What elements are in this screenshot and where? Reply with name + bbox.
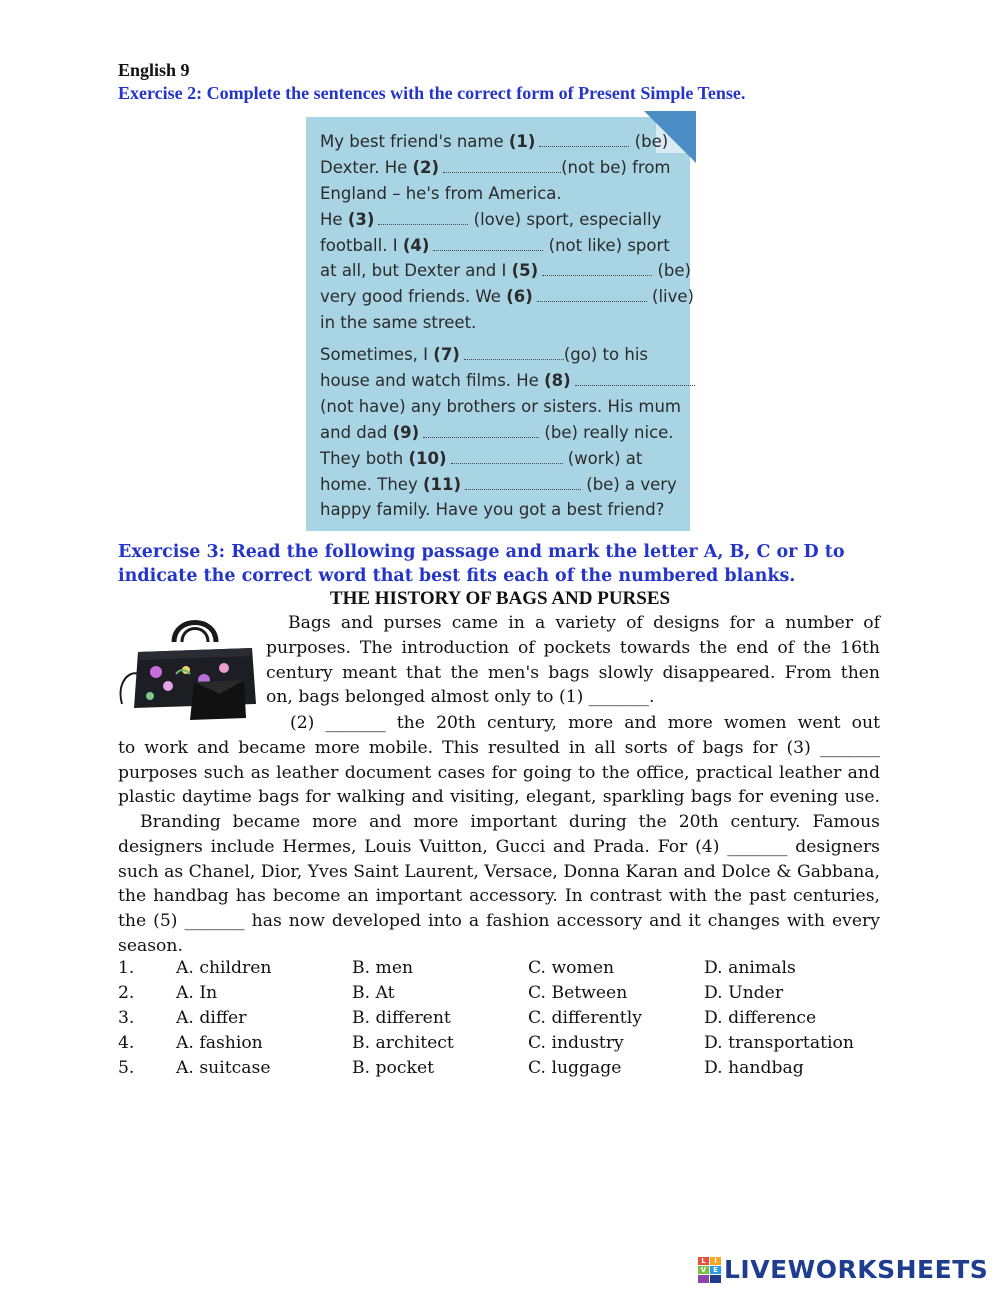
subject-heading: English 9 bbox=[118, 60, 190, 80]
option-d[interactable]: D. Under bbox=[704, 983, 784, 1003]
line-text: (live) bbox=[646, 287, 694, 307]
line-text: Sometimes, I bbox=[320, 345, 434, 365]
logo-tile: I bbox=[710, 1257, 721, 1265]
option-d[interactable]: D. animals bbox=[704, 958, 796, 978]
logo-mark-icon bbox=[698, 1257, 720, 1281]
option-d[interactable]: D. handbag bbox=[704, 1058, 804, 1078]
option-row bbox=[118, 983, 888, 1008]
passage-line: on, bags belonged almost only to (1) _______. bbox=[266, 687, 655, 708]
exercise3-title: Exercise 3: Read the following passage and mark the letter A, B, C or D to indicate the correct word that best fits each of the numbered blanks. bbox=[118, 542, 845, 586]
question-number: 2. bbox=[118, 983, 135, 1003]
option-row bbox=[118, 1058, 888, 1083]
passage-paragraph-2 bbox=[118, 711, 880, 810]
exercise2-line bbox=[320, 155, 680, 181]
passage-line: century meant that the men's bags slowly disappeared. From then bbox=[266, 662, 880, 683]
line-text: (work) at bbox=[562, 448, 643, 468]
exercise2-line bbox=[320, 497, 680, 523]
answer-blank[interactable] bbox=[378, 210, 468, 225]
line-text: (be) bbox=[629, 132, 669, 151]
answer-blank[interactable] bbox=[539, 132, 629, 147]
logo-wordmark: LIVEWORKSHEETS bbox=[724, 1254, 989, 1284]
option-row bbox=[118, 1033, 888, 1058]
line-text: very good friends. We bbox=[320, 287, 507, 307]
option-a[interactable]: A. suitcase bbox=[176, 1058, 271, 1078]
exercise2-line bbox=[320, 258, 691, 284]
option-a[interactable]: A. children bbox=[176, 958, 272, 978]
option-b[interactable]: B. At bbox=[352, 983, 395, 1003]
option-b[interactable]: B. architect bbox=[352, 1033, 454, 1053]
option-c[interactable]: C. industry bbox=[528, 1033, 624, 1053]
option-c[interactable]: C. women bbox=[528, 958, 615, 978]
answer-blank[interactable] bbox=[537, 287, 647, 302]
exercise2-text bbox=[320, 129, 694, 523]
logo-tile: V bbox=[698, 1266, 709, 1274]
exercise2-title: Exercise 2: Complete the sentences with the correct form of Present Simple Tense. bbox=[118, 83, 746, 103]
line-text: in the same street. bbox=[320, 313, 477, 333]
line-text: (not like) sport bbox=[543, 235, 670, 255]
exercise2-line bbox=[320, 310, 680, 336]
line-text: home. They bbox=[320, 474, 423, 494]
line-text: Dexter. He bbox=[320, 157, 413, 177]
exercise2-line bbox=[320, 446, 680, 472]
line-text: happy family. Have you got a best friend? bbox=[320, 500, 665, 520]
logo-tile bbox=[710, 1275, 721, 1283]
blank-number: (2) bbox=[412, 157, 440, 177]
answer-options bbox=[118, 958, 888, 1083]
answer-blank[interactable] bbox=[451, 449, 563, 464]
question-number: 1. bbox=[118, 958, 135, 978]
question-number: 3. bbox=[118, 1008, 135, 1028]
line-text: and dad bbox=[320, 422, 393, 442]
blank-number: (4) bbox=[402, 235, 430, 255]
line-text: (go) to his bbox=[563, 345, 648, 365]
option-a[interactable]: A. In bbox=[176, 983, 218, 1003]
passage-line: (2) _______ the 20th century, more and more women went out bbox=[290, 713, 880, 733]
blank-number: (7) bbox=[433, 345, 460, 365]
line-text: (love) sport, especially bbox=[468, 209, 662, 229]
blank-number: (11) bbox=[422, 474, 462, 494]
liveworksheets-logo bbox=[698, 1254, 988, 1284]
exercise2-line bbox=[320, 181, 680, 207]
passage-line: Bags and purses came in a variety of designs for a number of bbox=[288, 613, 880, 633]
passage-line: the (5) _______ has now developed into a fashion accessory and it changes with every bbox=[118, 911, 880, 932]
exercise2-line bbox=[320, 284, 694, 310]
line-text: My best friend's name bbox=[320, 132, 509, 151]
passage-line: purposes. The introduction of pockets towards the end of the 16th bbox=[266, 637, 880, 658]
passage-paragraph-3 bbox=[118, 810, 880, 959]
option-c[interactable]: C. Between bbox=[528, 983, 628, 1003]
logo-tile: L bbox=[698, 1257, 709, 1265]
answer-blank[interactable] bbox=[423, 423, 539, 438]
handbag-image bbox=[116, 612, 266, 722]
option-d[interactable]: D. transportation bbox=[704, 1033, 854, 1053]
question-number: 5. bbox=[118, 1058, 135, 1078]
option-c[interactable]: C. differently bbox=[528, 1008, 642, 1028]
line-text: He bbox=[320, 209, 348, 229]
passage-line: Branding became more and more important during the 20th century. Famous bbox=[140, 812, 880, 832]
option-a[interactable]: A. fashion bbox=[176, 1033, 263, 1053]
line-text: (not have) any brothers or sisters. His mum bbox=[320, 396, 681, 416]
option-c[interactable]: C. luggage bbox=[528, 1058, 622, 1078]
blank-number: (3) bbox=[347, 209, 375, 229]
option-b[interactable]: B. different bbox=[352, 1008, 451, 1028]
logo-tile: E bbox=[710, 1266, 721, 1274]
answer-blank[interactable] bbox=[465, 475, 581, 490]
answer-blank[interactable] bbox=[443, 158, 561, 173]
logo-tile bbox=[698, 1275, 709, 1283]
passage-line: such as Chanel, Dior, Yves Saint Laurent, Versace, Donna Karan and Dolce & Gabbana, bbox=[118, 861, 880, 882]
passage-line: plastic daytime bags for walking and visiting, elegant, sparkling bags for evening use. bbox=[118, 787, 880, 808]
option-b[interactable]: B. men bbox=[352, 958, 414, 978]
passage-line: season. bbox=[118, 935, 183, 956]
answer-blank[interactable] bbox=[575, 371, 695, 386]
line-text: England – he's from America. bbox=[320, 183, 562, 203]
blank-number: (5) bbox=[511, 261, 539, 281]
line-text: (not be) from bbox=[561, 157, 671, 177]
passage-line: purposes such as leather document cases for going to the office, practical leather and bbox=[118, 762, 880, 783]
exercise2-line bbox=[320, 368, 680, 394]
blank-number: (9) bbox=[392, 422, 420, 442]
option-d[interactable]: D. difference bbox=[704, 1008, 817, 1028]
exercise2-line bbox=[320, 207, 680, 233]
exercise2-line bbox=[320, 342, 680, 368]
blank-number: (1) bbox=[508, 132, 536, 151]
answer-blank[interactable] bbox=[542, 261, 652, 276]
line-text: (be) a very bbox=[581, 474, 677, 494]
passage-title: THE HISTORY OF BAGS AND PURSES bbox=[329, 588, 671, 609]
passage-paragraph-1 bbox=[266, 611, 880, 710]
exercise2-line bbox=[320, 233, 680, 259]
option-row bbox=[118, 958, 888, 983]
blank-number: (6) bbox=[506, 287, 533, 307]
passage-line: the handbag has become an important accessory. In contrast with the past centuries, bbox=[118, 886, 880, 907]
exercise2-card bbox=[306, 117, 694, 531]
option-b[interactable]: B. pocket bbox=[352, 1058, 435, 1078]
passage-line: designers include Hermes, Louis Vuitton, Gucci and Prada. For (4) _______ designers bbox=[118, 836, 880, 857]
passage-line: to work and became more mobile. This resulted in all sorts of bags for (3) _______ bbox=[118, 737, 880, 758]
line-text: (be) bbox=[652, 261, 691, 281]
exercise2-line bbox=[320, 394, 680, 420]
blank-number: (10) bbox=[408, 448, 447, 468]
answer-blank[interactable] bbox=[433, 236, 543, 251]
option-row bbox=[118, 1008, 888, 1033]
exercise2-line bbox=[320, 129, 680, 155]
exercise2-line bbox=[320, 472, 680, 498]
line-text: house and watch films. He bbox=[320, 371, 545, 391]
question-number: 4. bbox=[118, 1033, 135, 1053]
line-text: at all, but Dexter and I bbox=[320, 261, 512, 281]
answer-blank[interactable] bbox=[464, 345, 564, 360]
exercise2-line bbox=[320, 420, 680, 446]
blank-number: (8) bbox=[544, 371, 571, 391]
line-text: They both bbox=[320, 448, 409, 468]
line-text: football. I bbox=[320, 235, 403, 255]
line-text: (be) really nice. bbox=[539, 422, 674, 442]
option-a[interactable]: A. differ bbox=[176, 1008, 247, 1028]
